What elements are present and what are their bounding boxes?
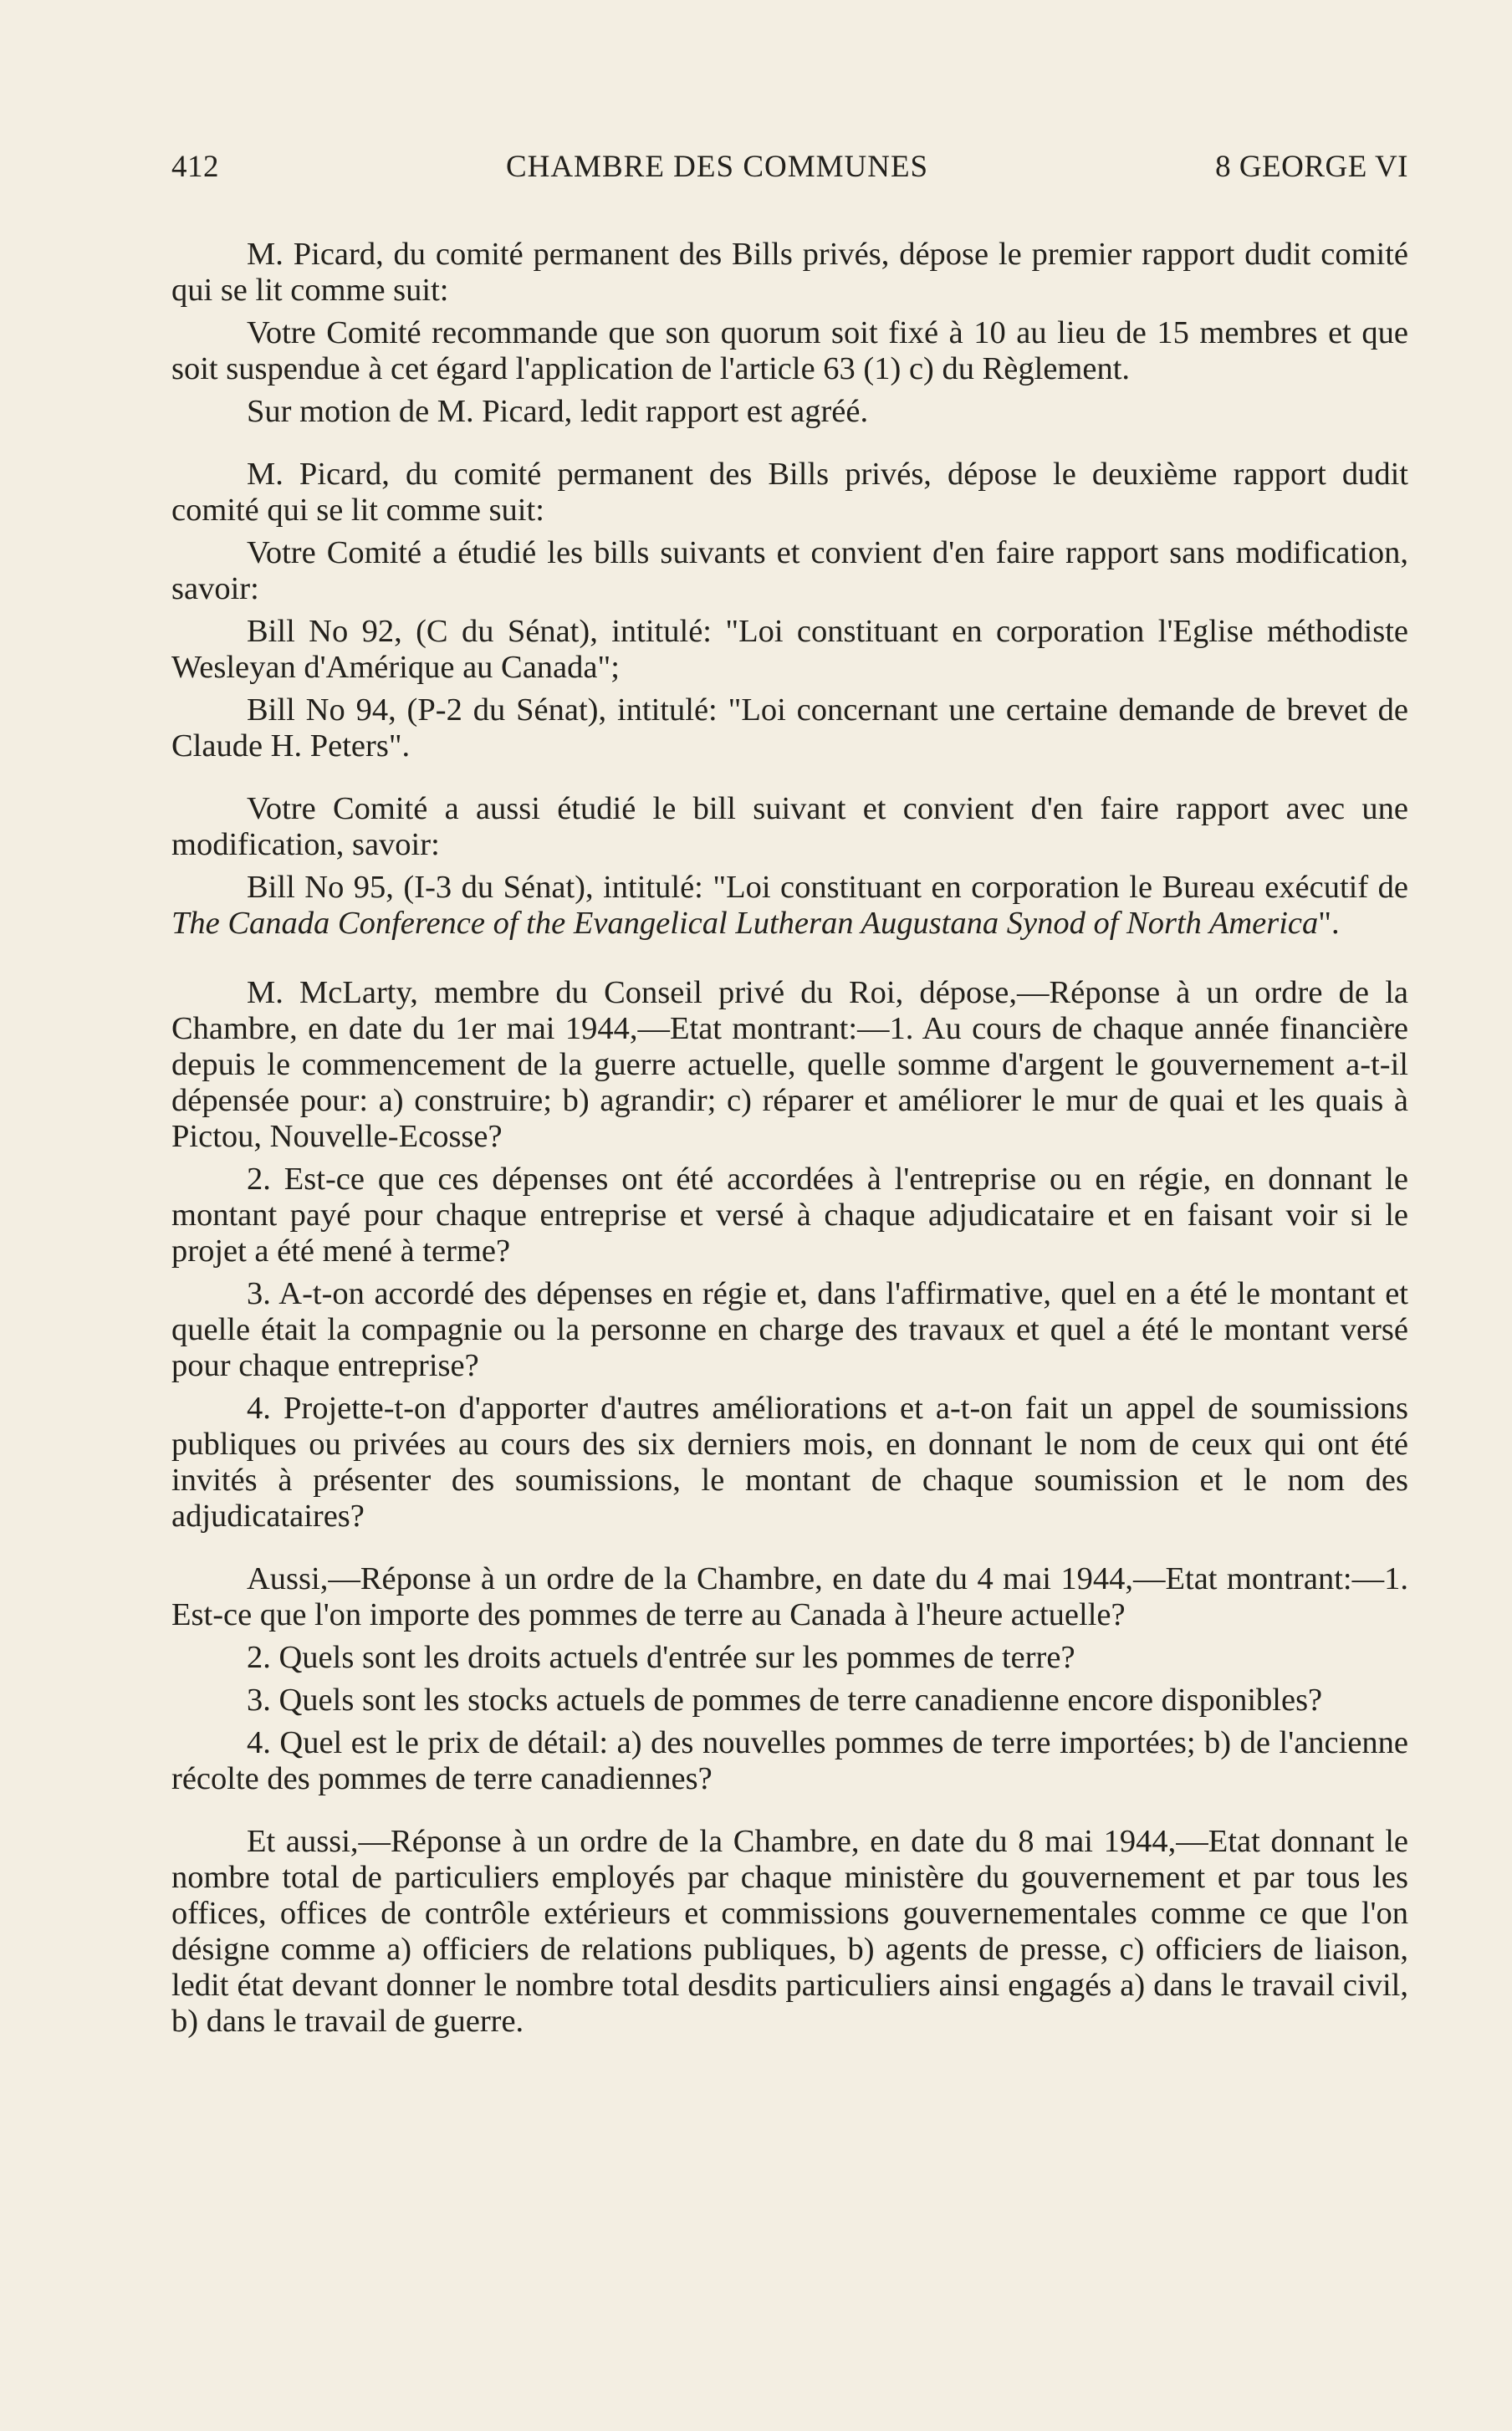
paragraph-5: Votre Comité a étudié les bills suivants et convient d'en faire rapport sans modification, savoir: <box>171 535 1408 606</box>
body-text <box>171 237 1408 2040</box>
paragraph-4: M. Picard, du comité permanent des Bills privés, dépose le deuxième rapport dudit comité qui se lit comme suit: <box>171 457 1408 528</box>
paragraph-14: Aussi,—Réponse à un ordre de la Chambre, en date du 4 mai 1944,—Etat montrant:—1. Est-ce que l'on importe des pommes de terre au Canada à l'heure actuelle? <box>171 1561 1408 1632</box>
paragraph-8: Votre Comité a aussi étudié le bill suivant et convient d'en faire rapport avec une modification, savoir: <box>171 791 1408 862</box>
paragraph-12: 3. A-t-on accordé des dépenses en régie et, dans l'affirmative, quel en a été le montant et quelle était la compagnie ou la personne en charge des travaux et quel a été le montant versé pour chaque entreprise? <box>171 1276 1408 1383</box>
paragraph-10: M. McLarty, membre du Conseil privé du Roi, dépose,—Réponse à un ordre de la Chambre, en date du 1er mai 1944,—Etat montrant:—1. Au cours de chaque année financière depuis le commencement de la guerre actuelle, quelle somme d'argent le gouvernement a-t-il dépensée pour: a) construire; b) agrandir; c) réparer et améliorer le mur de quai et les quais à Pictou, Nouvelle-Ecosse? <box>171 975 1408 1154</box>
paragraph-9 <box>171 870 1408 942</box>
paragraph-16: 3. Quels sont les stocks actuels de pommes de terre canadienne encore disponibles? <box>247 1683 1323 1718</box>
page-number: 412 <box>171 150 219 184</box>
paragraph-13: 4. Projette-t-on d'apporter d'autres améliorations et a-t-on fait un appel de soumissions publiques ou privées au cours des six derniers mois, en donnant le nom de ceux qui ont été invités à présenter des soumissions, le montant de chaque soumission et le nom des adjudicataires? <box>171 1391 1408 1534</box>
paragraph-18: Et aussi,—Réponse à un ordre de la Chambre, en date du 8 mai 1944,—Etat donnant le nombre total de particuliers employés par chaque ministère du gouvernement et par tous les offices, offices de contrôle extérieurs et commissions gouvernementales comme ce que l'on désigne comme a) officiers de relations publiques, b) agents de presse, c) officiers de liaison, ledit état devant donner le nombre total desdits particuliers ainsi engagés a) dans le travail civil, b) dans le travail de guerre. <box>171 1824 1408 2039</box>
reign-year: 8 GEORGE VI <box>1215 150 1408 184</box>
paragraph-7: Bill No 94, (P-2 du Sénat), intitulé: "Loi concernant une certaine demande de brevet de Claude H. Peters". <box>171 692 1408 764</box>
journal-title: CHAMBRE DES COMMUNES <box>505 150 929 184</box>
paragraph-9-end: ". <box>1318 906 1340 941</box>
paragraph-11: 2. Est-ce que ces dépenses ont été accordées à l'entreprise ou en régie, en donnant le montant payé pour chaque entreprise et versé à chaque adjudicataire et en faisant voir si le projet a été mené à terme? <box>171 1162 1408 1269</box>
running-header <box>171 149 1408 185</box>
paragraph-3: Sur motion de M. Picard, ledit rapport est agréé. <box>247 394 869 429</box>
paragraph-6: Bill No 92, (C du Sénat), intitulé: "Loi constituant en corporation l'Eglise méthodiste Wesleyan d'Amérique au Canada"; <box>171 614 1408 685</box>
paragraph-9-start: Bill No 95, (I-3 du Sénat), intitulé: "Loi constituant en corporation le Bureau exécutif de <box>247 870 1408 905</box>
paragraph-1: M. Picard, du comité permanent des Bills privés, dépose le premier rapport dudit comité qui se lit comme suit: <box>171 237 1408 308</box>
paragraph-15: 2. Quels sont les droits actuels d'entrée sur les pommes de terre? <box>247 1640 1075 1675</box>
paragraph-17: 4. Quel est le prix de détail: a) des nouvelles pommes de terre importées; b) de l'ancienne récolte des pommes de terre canadiennes? <box>171 1725 1408 1796</box>
paragraph-2: Votre Comité recommande que son quorum soit fixé à 10 au lieu de 15 membres et que soit suspendue à cet égard l'application de l'article 63 (1) c) du Règlement. <box>171 315 1408 386</box>
paragraph-9-italic: The Canada Conference of the Evangelical Lutheran Augustana Synod of North America <box>171 906 1319 941</box>
